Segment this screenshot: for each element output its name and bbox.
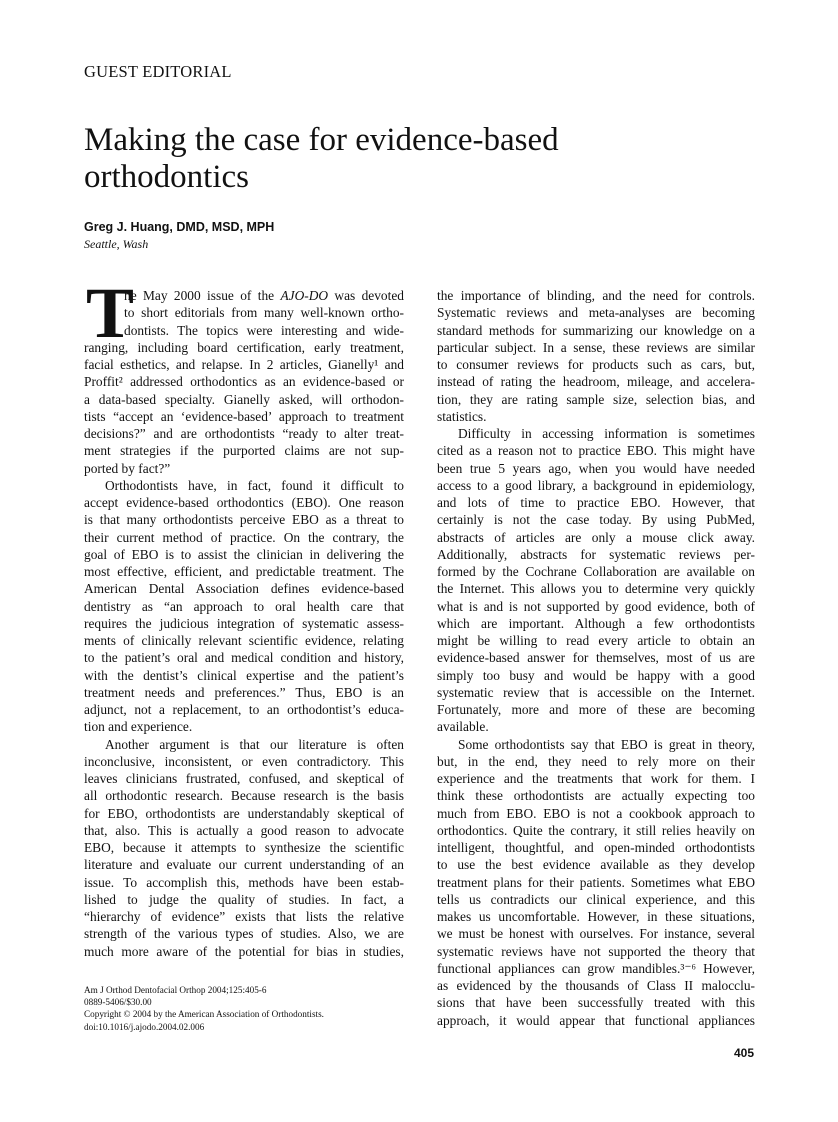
body-line: what is and is not supported by good evidence, both of <box>437 598 755 614</box>
body-line: Additionally, abstracts for systematic reviews per- <box>437 546 755 562</box>
page-number: 405 <box>734 1046 755 1060</box>
body-line: EBO, because it attempts to synthesize the scientific <box>84 840 404 855</box>
body-line: that, also. This is actually a good reason to advocate <box>84 822 404 838</box>
body-line: ments of clinically relevant scientific evidence, relating <box>84 633 404 648</box>
body-line: intelligent, thoughtful, and open-minded orthodontists <box>437 840 755 855</box>
body-line: to short editorials from many well-known ortho- <box>124 305 404 321</box>
body-line: systematic reviews have not supported the theory that <box>437 943 755 959</box>
body-line: treatment needs and preferences.” Thus, EBO is an <box>84 684 404 700</box>
body-line: simply too busy and would be happy with a good <box>437 667 755 683</box>
body-line: statistics. <box>437 408 487 424</box>
body-line: cited as a reason not to practice EBO. This might have <box>437 443 755 459</box>
body-line: dontists. The topics were interesting and wide- <box>124 322 404 338</box>
body-line: leaves clinicians frustrated, confused, and skeptical of <box>84 771 404 786</box>
body-line: Some orthodontists say that EBO is great in theory, <box>458 736 755 752</box>
body-line: formed by the Cochrane Collaboration are available on <box>437 564 755 579</box>
body-line: lished to judge the quality of studies. In fact, a <box>84 891 404 907</box>
citation-footnote <box>84 984 324 1033</box>
body-line: approach, it would appear that functional appliances <box>437 1012 755 1028</box>
journal-name: AJO-DO <box>280 288 329 303</box>
body-line: ported by fact?” <box>84 460 171 476</box>
body-line: Difficulty in accessing information is sometimes <box>458 426 755 441</box>
body-line: standard methods for summarizing our knowledge on a <box>437 322 755 338</box>
body-line: the importance of blinding, and the need for controls. <box>437 288 755 303</box>
body-line: most effective, efficient, and predictable treatment. The <box>84 564 404 579</box>
body-line: tells us contradicts our clinical experience, and this <box>437 891 755 907</box>
doi-line: doi:10.1016/j.ajodo.2004.02.006 <box>84 1021 205 1032</box>
body-line: Fortunately, more and more of these are becoming <box>437 702 755 717</box>
body-line: orthodontics. Quite the contrary, it still relies heavily on <box>437 822 755 838</box>
body-line: to use the best evidence available as they develop <box>437 857 755 873</box>
body-line: instead of rating the headroom, mileage, and accelera- <box>437 374 755 390</box>
body-line: dentistry as “an approach to oral health care that <box>84 598 404 614</box>
body-line: and lots of time to practice EBO. However, that <box>437 495 755 510</box>
body-line: literature and evaluate our current understanding of an <box>84 857 404 873</box>
body-line: American Dental Association defines evidence-based <box>84 581 404 597</box>
body-line: systematic review that is accessible on the Internet. <box>437 684 755 700</box>
section-label: GUEST EDITORIAL <box>84 62 232 81</box>
body-line: Proffit² addressed orthodontics as an evidence-based or <box>84 374 404 390</box>
body-line: ment strategies if the purported claims are not sup- <box>84 443 404 459</box>
body-line: with the dentist’s clinical expertise and the patient’s <box>84 667 404 683</box>
body-line: Systematic reviews and meta-analyses are becoming <box>437 305 755 321</box>
title-line: orthodontics <box>84 159 249 195</box>
body-line: their current method of practice. On the contrary, the <box>84 529 404 545</box>
body-line: “hierarchy of evidence” exists that lists the relative <box>84 909 404 924</box>
citation-line: Am J Orthod Dentofacial Orthop 2004;125:405-6 <box>84 985 267 995</box>
body-line: facial esthetics, and relapse. In 2 articles, Gianelly¹ and <box>84 357 404 372</box>
issn-line: 0889-5406/$30.00 <box>84 997 152 1008</box>
body-line: might be willing to read every article to obtain an <box>437 633 755 648</box>
author-name: Greg J. Huang, DMD, MSD, MPH <box>84 220 275 234</box>
body-line: available. <box>437 719 489 735</box>
body-line: been true 5 years ago, when you would have needed <box>437 460 755 476</box>
body-line: sions that have been successfully treated with this <box>437 995 755 1011</box>
body-line: goal of EBO is to assist the clinician in delivering the <box>84 546 404 562</box>
body-line: all orthodontic research. Because research is the basis <box>84 788 404 804</box>
body-line: think these orthodontists are actually expecting too <box>437 788 755 804</box>
body-line: tion, they are rating sample size, selection bias, and <box>437 391 755 407</box>
body-line: adjunct, not a replacement, to an orthodontist’s educa- <box>84 702 404 717</box>
body-line: inconclusive, inconsistent, or even contradictory. This <box>84 753 404 769</box>
body-line: strength of the various types of studies. Also, we are <box>84 926 404 942</box>
body-line: the Internet. This allows you to determine very quickly <box>437 581 755 597</box>
body-line: as evidenced by the thousands of Class II malocclu- <box>437 978 755 993</box>
body-line: which are important. Although a few orthodontists <box>437 615 755 631</box>
copyright-line: Copyright © 2004 by the American Association of Orthodontists. <box>84 1009 324 1020</box>
body-line: evidence-based answer for themselves, most of us are <box>437 650 755 666</box>
body-line: we must be honest with ourselves. For instance, several <box>437 926 755 942</box>
body-line: Another argument is that our literature is often <box>105 736 404 752</box>
body-line: for EBO, orthodontists are understandably skeptical of <box>84 805 404 821</box>
body-line: but, in the end, they need to rely more on their <box>437 753 755 769</box>
title-line: Making the case for evidence-based <box>84 122 559 158</box>
body-line: is that many orthodontists perceive EBO as a threat to <box>84 512 404 528</box>
body-line: certainly is not the case today. By using PubMed, <box>437 512 755 528</box>
body-line: functional appliances can grow mandibles.³⁻⁶ However, <box>437 960 755 976</box>
body-line: abstracts of articles are only a mouse click away. <box>437 529 755 545</box>
body-line: much more aware of the potential for bias in studies, <box>84 943 404 959</box>
body-line: requires the judicious integration of systematic assess- <box>84 615 404 631</box>
body-line: tists “accept an ‘evidence-based’ approach to treatment <box>84 408 404 424</box>
body-line: to consumer reviews for products such as cars, but, <box>437 357 755 372</box>
body-line: a data-based specialty. Gianelly asked, will orthodon- <box>84 391 404 407</box>
drop-cap: T <box>86 273 135 353</box>
body-line: accept evidence-based orthodontics (EBO). One reason <box>84 495 404 510</box>
text: he May 2000 issue of the <box>124 288 281 303</box>
text: was devoted <box>328 288 404 303</box>
article-title <box>84 122 559 196</box>
body-line: treatment plans for their patients. Sometimes what EBO <box>437 874 755 890</box>
body-line: access to a good library, a background in epidemiology, <box>437 477 755 493</box>
body-line: to the patient’s oral and medical condition and history, <box>84 650 404 666</box>
body-column-left <box>84 273 404 960</box>
body-column-right <box>437 287 755 1029</box>
body-line: issue. To accomplish this, methods have been estab- <box>84 874 404 890</box>
author-location: Seattle, Wash <box>84 237 149 251</box>
body-line: much from EBO. EBO is not a cookbook approach to <box>437 805 755 821</box>
body-line: tion and experience. <box>84 719 193 735</box>
body-line: Orthodontists have, in fact, found it difficult to <box>105 477 404 493</box>
body-line: particular subject. In a sense, these reviews are similar <box>437 339 755 355</box>
body-line: decisions?” and are orthodontists “ready to alter treat- <box>84 426 404 441</box>
body-line: makes us uncomfortable. However, in these situations, <box>437 909 755 924</box>
body-line: ranging, including board certification, early treatment, <box>84 339 404 355</box>
body-line: experience and the treatments that work for them. I <box>437 771 755 786</box>
